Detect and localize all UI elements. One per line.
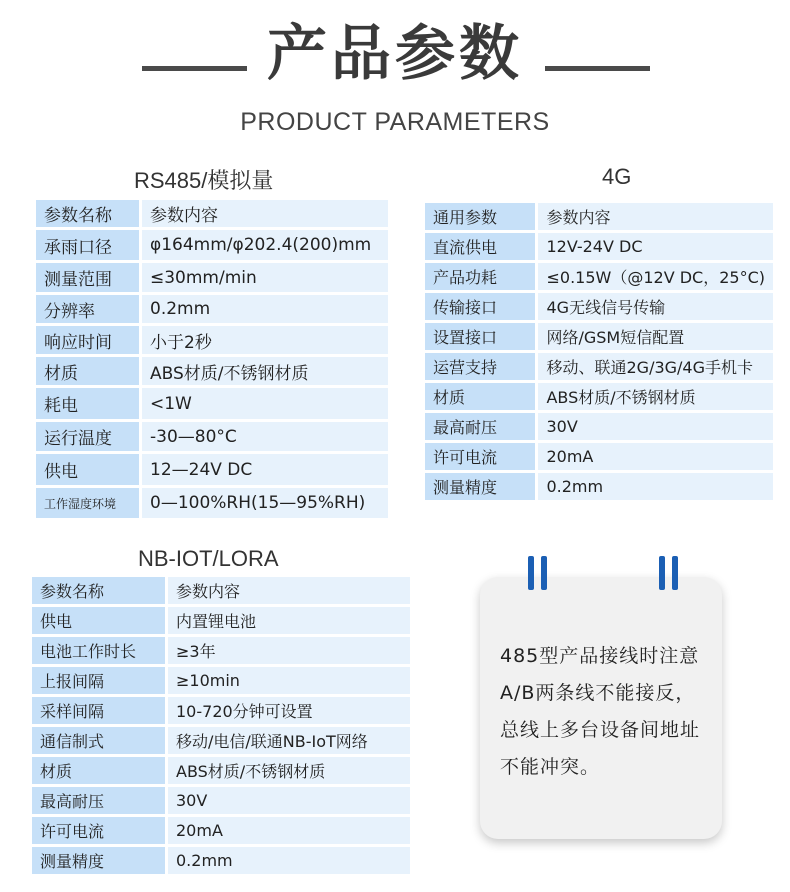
param-key: 上报间隔 [32,667,168,697]
param-key: 测量精度 [425,473,538,503]
param-key: 运营支持 [425,353,538,383]
param-value: 网络/GSM短信配置 [538,323,773,353]
param-key: 供电 [32,607,168,637]
table-row [36,263,388,295]
rs485-params-table [36,200,388,521]
4g-params-table [425,203,773,503]
param-value: 参数内容 [142,200,388,230]
nbiot-section-title: NB-IOT/LORA [138,546,279,571]
param-value: 参数内容 [538,203,773,233]
binder-clip-icon [659,556,681,592]
param-key: 承雨口径 [36,230,142,263]
param-key: 参数名称 [36,200,142,230]
table-row [425,353,773,383]
binder-clip-icon [528,556,550,592]
param-key: 材质 [425,383,538,413]
param-key: 参数名称 [32,577,168,607]
table-row [32,577,410,607]
table-row [32,637,410,667]
param-value: 参数内容 [168,577,410,607]
param-key: 响应时间 [36,326,142,357]
table-row [36,295,388,326]
4g-section-title: 4G [602,164,632,189]
param-value: ABS材质/不锈钢材质 [142,357,388,388]
table-row [425,293,773,323]
page-title: 产品参数 [267,19,523,89]
table-row [32,697,410,727]
param-value: ABS材质/不锈钢材质 [168,757,410,787]
table-row [425,383,773,413]
param-value: 移动/电信/联通NB-IoT网络 [168,727,410,757]
param-value: ≤30mm/min [142,263,388,295]
param-key: 分辨率 [36,295,142,326]
param-value: 移动、联通2G/3G/4G手机卡 [538,353,773,383]
param-key: 材质 [36,357,142,388]
table-row [425,323,773,353]
param-key: 测量精度 [32,847,168,877]
table-row [425,443,773,473]
note-line: 不能冲突。 [500,756,601,778]
table-row [425,233,773,263]
param-key: 直流供电 [425,233,538,263]
param-key: 耗电 [36,388,142,422]
table-row [36,488,388,521]
table-row [32,667,410,697]
param-key: 工作湿度环境 [36,488,142,521]
param-key: 测量范围 [36,263,142,295]
param-value: φ164mm/φ202.4(200)mm [142,230,388,263]
table-row [32,757,410,787]
param-value: ≥10min [168,667,410,697]
table-row [36,230,388,263]
param-value: 30V [538,413,773,443]
param-key: 许可电流 [425,443,538,473]
param-key: 采样间隔 [32,697,168,727]
param-value: 小于2秒 [142,326,388,357]
wiring-note-text [500,638,710,786]
param-value: ≤0.15W（@12V DC，25°C) [538,263,773,293]
param-value: 0—100%RH(15—95%RH) [142,488,388,521]
table-row [36,326,388,357]
param-key: 产品功耗 [425,263,538,293]
table-row [425,473,773,503]
table-row [425,413,773,443]
table-row [36,357,388,388]
param-key: 通信制式 [32,727,168,757]
param-key: 运行温度 [36,422,142,454]
table-row [32,727,410,757]
param-key: 通用参数 [425,203,538,233]
param-value: 10-720分钟可设置 [168,697,410,727]
rs485-section-title: RS485/模拟量 [134,168,274,193]
table-row [32,847,410,877]
param-value: 12V-24V DC [538,233,773,263]
param-key: 最高耐压 [32,787,168,817]
param-value: 内置锂电池 [168,607,410,637]
param-key: 电池工作时长 [32,637,168,667]
table-row [36,422,388,454]
table-row [36,388,388,422]
param-value: 20mA [538,443,773,473]
param-key: 供电 [36,454,142,488]
param-value: 4G无线信号传输 [538,293,773,323]
table-row [425,263,773,293]
param-value: 0.2mm [168,847,410,877]
param-value: 0.2mm [538,473,773,503]
param-value: 0.2mm [142,295,388,326]
note-line: 总线上多台设备间地址 [500,719,701,741]
param-value: 30V [168,787,410,817]
table-row [36,454,388,488]
table-row [36,200,388,230]
header-right-dash [545,66,650,71]
note-line: 485型产品接线时注意 [500,645,700,667]
param-key: 传输接口 [425,293,538,323]
table-row [32,817,410,847]
param-key: 材质 [32,757,168,787]
param-value: ≥3年 [168,637,410,667]
param-value: ABS材质/不锈钢材质 [538,383,773,413]
table-row [425,203,773,233]
table-row [32,607,410,637]
nbiot-params-table [32,577,410,877]
param-value: -30—80°C [142,422,388,454]
table-row [32,787,410,817]
param-key: 最高耐压 [425,413,538,443]
note-line: A/B两条线不能接反， [500,682,696,704]
param-value: 12—24V DC [142,454,388,488]
param-value: 20mA [168,817,410,847]
param-key: 许可电流 [32,817,168,847]
param-value: <1W [142,388,388,422]
page-subtitle: PRODUCT PARAMETERS [240,108,550,136]
param-key: 设置接口 [425,323,538,353]
